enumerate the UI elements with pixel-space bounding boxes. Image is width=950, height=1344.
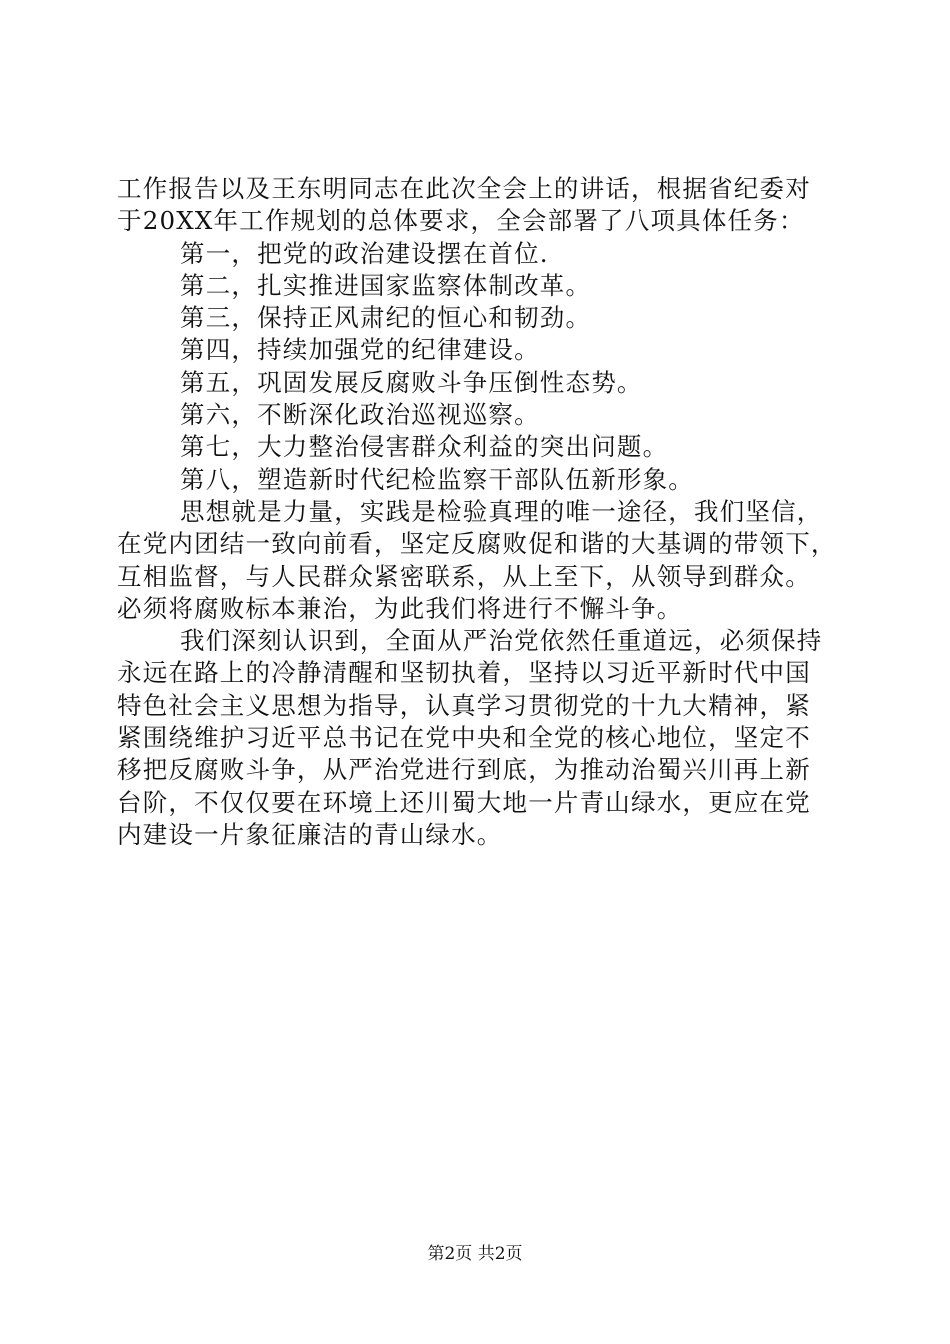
text-line: 必须将腐败标本兼治，为此我们将进行不懈斗争。 <box>117 593 683 623</box>
text-line: 内建设一片象征廉洁的青山绿水。 <box>117 819 503 849</box>
page-footer: 第2页 共2页 <box>427 1244 523 1264</box>
text-line: 在党内团结一致向前看，坚定反腐败促和谐的大基调的带领下， <box>117 529 837 559</box>
task-item-5: 第五，巩固发展反腐败斗争压倒性态势。 <box>180 367 643 397</box>
text-line: 紧围绕维护习近平总书记在党中央和全党的核心地位，坚定不 <box>117 723 811 753</box>
task-item-7: 第七，大力整治侵害群众利益的突出问题。 <box>180 432 669 462</box>
task-item-6: 第六，不断深化政治巡视巡察。 <box>180 400 540 430</box>
text-line: 于20XX年工作规划的总体要求，全会部署了八项具体任务： <box>117 206 805 236</box>
text-line: 特色社会主义思想为指导，认真学习贯彻党的十九大精神，紧 <box>117 690 811 720</box>
paragraph-start: 我们深刻认识到，全面从严治党依然任重道远，必须保持 <box>180 626 823 656</box>
text-line: 永远在路上的冷静清醒和坚韧执着，坚持以习近平新时代中国 <box>117 658 811 688</box>
task-item-2: 第二，扎实推进国家监察体制改革。 <box>180 270 592 300</box>
document-body <box>117 173 837 851</box>
task-item-3: 第三，保持正风肃纪的恒心和韧劲。 <box>180 303 592 333</box>
text-line: 移把反腐败斗争，从严治党进行到底，为推动治蜀兴川再上新 <box>117 755 811 785</box>
paragraph-start: 思想就是力量，实践是检验真理的唯一途径，我们坚信， <box>180 496 823 526</box>
task-item-1: 第一，把党的政治建设摆在首位. <box>180 238 549 268</box>
text-line: 台阶，不仅仅要在环境上还川蜀大地一片青山绿水，更应在党 <box>117 787 811 817</box>
task-item-4: 第四，持续加强党的纪律建设。 <box>180 335 540 365</box>
text-line: 工作报告以及王东明同志在此次全会上的讲话，根据省纪委对 <box>117 174 811 203</box>
task-item-8: 第八，塑造新时代纪检监察干部队伍新形象。 <box>180 464 694 494</box>
text-line: 互相监督，与人民群众紧密联系，从上至下，从领导到群众。 <box>117 561 811 591</box>
